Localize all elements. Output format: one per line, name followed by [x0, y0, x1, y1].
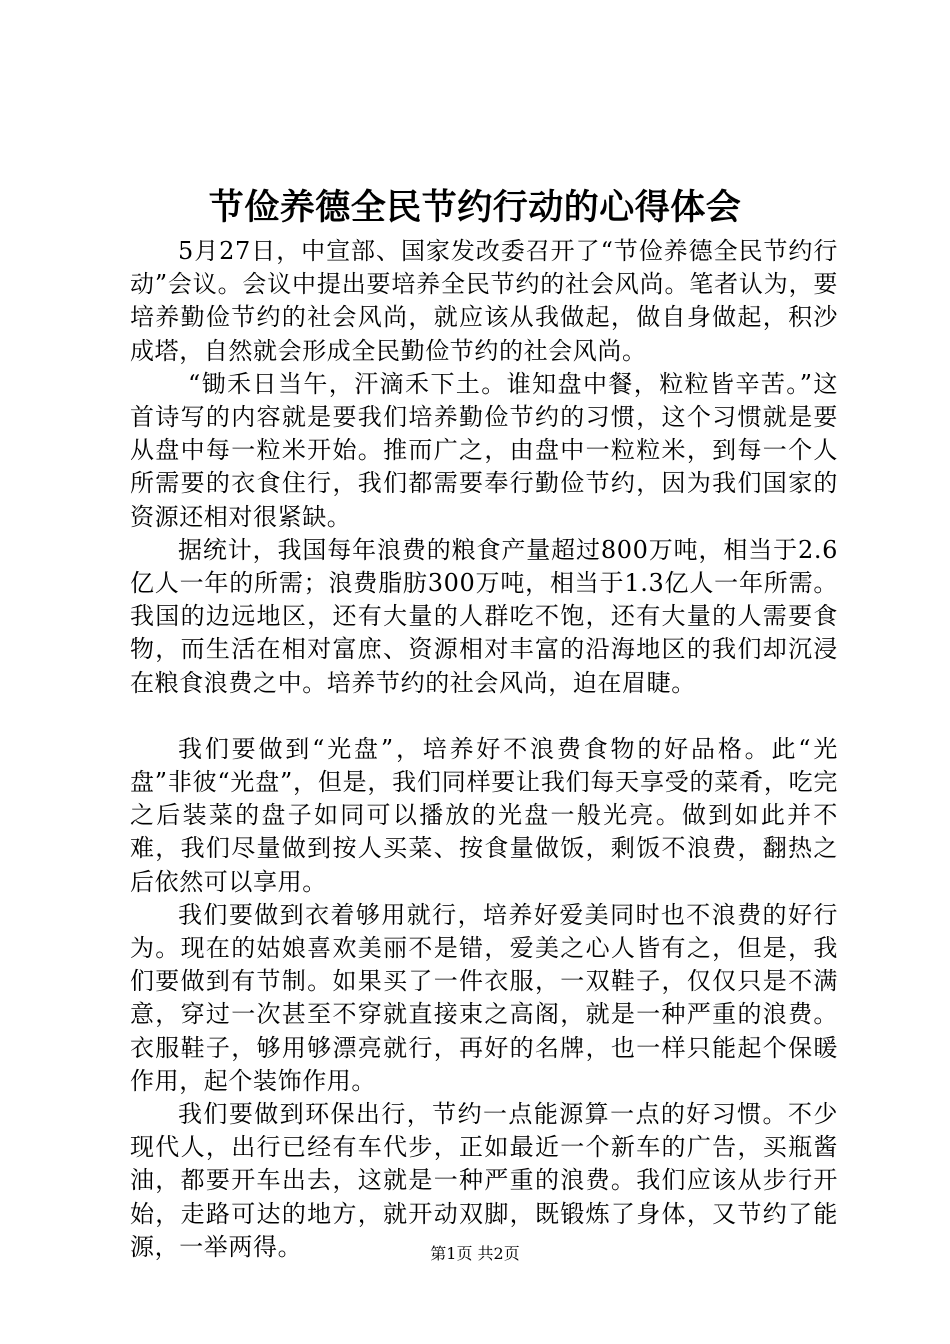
paragraph-3: 据统计，我国每年浪费的粮食产量超过800万吨，相当于2.6亿人一年的所需；浪费脂肪300万吨，相当于1.3亿人一年所需。我国的边远地区，还有大量的人群吃不饱，还有大量的人需要食物，而生活在相对富庶、资源相对丰富的沿海地区的我们却沉浸在粮食浪费之中。培养节约的社会风尚，迫在眉睫。	[130, 535, 838, 697]
paragraph-2: “锄禾日当午，汗滴禾下土。谁知盘中餐，粒粒皆辛苦。”这首诗写的内容就是要我们培养勤俭节约的习惯，这个习惯就是要从盘中每一粒米开始。推而广之，由盘中一粒粒米，到每一个人所需要的衣食住行，我们都需要奉行勤俭节约，因为我们国家的资源还相对很紧缺。	[130, 369, 838, 531]
document-title: 节俭养德全民节约行动的心得体会	[208, 188, 742, 228]
paragraph-6: 我们要做到环保出行，节约一点能源算一点的好习惯。不少现代人，出行已经有车代步，正如最近一个新车的广告，买瓶酱油，都要开车出去，这就是一种严重的浪费。我们应该从步行开始，走路可达的地方，就开动双脚，既锻炼了身体，又节约了能源，一举两得。	[130, 1100, 838, 1261]
page-number-footer: 第1页 共2页	[430, 1244, 520, 1263]
paragraph-4: 我们要做到“光盘”，培养好不浪费食物的好品格。此“光盘”非彼“光盘”，但是，我们同样要让我们每天享受的菜肴，吃完之后装菜的盘子如同可以播放的光盘一般光亮。做到如此并不难，我们尽量做到按人买菜、按食量做饭，剩饭不浪费，翻热之后依然可以享用。	[130, 734, 838, 896]
paragraph-1: 5月27日，中宣部、国家发改委召开了“节俭养德全民节约行动”会议。会议中提出要培养全民节约的社会风尚。笔者认为，要培养勤俭节约的社会风尚，就应该从我做起，做自身做起，积沙成塔，自然就会形成全民勤俭节约的社会风尚。	[130, 237, 838, 365]
paragraph-5: 我们要做到衣着够用就行，培养好爱美同时也不浪费的好行为。现在的姑娘喜欢美丽不是错，爱美之心人皆有之，但是，我们要做到有节制。如果买了一件衣服，一双鞋子，仅仅只是不满意，穿过一次甚至不穿就直接束之高阁，就是一种严重的浪费。衣服鞋子，够用够漂亮就行，再好的名牌，也一样只能起个保暖作用，起个装饰作用。	[130, 900, 838, 1095]
document-body	[130, 235, 838, 1264]
